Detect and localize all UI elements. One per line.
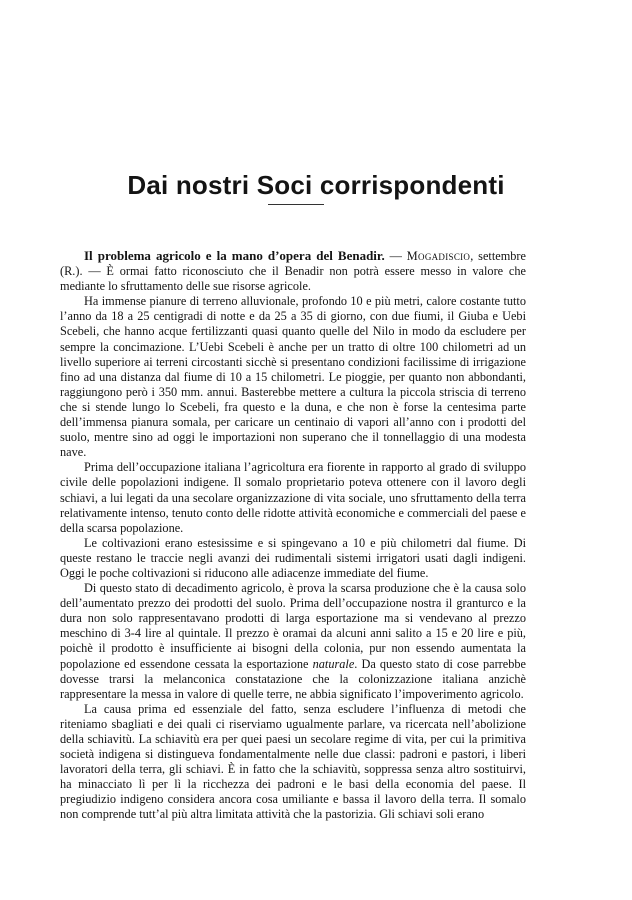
- paragraph-6: La causa prima ed essenziale del fatto, senza escludere l’influenza di metodi che riteniamo sbagliati e dei quali ci riserviamo ugualmente parlare, va ricercata nell’abolizione della schiavitù. La schiavitù era per quei paesi un secolare regime di vita, per cui la primitiva società indigena si distingueva fondamentalmente nelle due classi: padroni e pastori, i liberi lavoratori della terra, gli schiavi. È in fatto che la schiavitù, soppressa senza altro sostituirvi, ha minacciato lì per lì la ricchezza dei padroni e le basi della economia del paese. Il pregiudizio indigeno considera ancora cosa umiliante e bassa il lavoro della terra. Il somalo non comprende tutt’al più altra limitata attività che la pastorizia. Gli schiavi soli erano: [60, 701, 526, 822]
- paragraph-1: [60, 248, 526, 294]
- paragraph-5: [60, 581, 526, 702]
- article-heading: Il problema agricolo e la mano d’opera del Benadir.: [84, 248, 385, 263]
- paragraph-4: Le coltivazioni erano estesissime e si spingevano a 10 e più chilometri dal fiume. Di queste restano le traccie negli avanzi dei rudimentali sistemi irrigatori usati dagli indigeni. Oggi le poche coltivazioni si riducono alle adiacenze immediate del fiume.: [60, 535, 526, 580]
- paragraph-5-text-b: . Da questo stato di cose parrebbe dovesse trarsi la melanconica constatazione che la colonizzazione italiana anzichè rappresentare la messa in valore di quelle terre, ne abbia significato l’impoverimento agricolo.: [60, 656, 526, 701]
- page-title: Dai nostri Soci corrispondenti: [127, 170, 505, 200]
- paragraph-2: Ha immense pianure di terreno alluvionale, profondo 10 e più metri, calore costante tutto l’anno da 18 a 25 centigradi di notte e da 25 a 35 di giorno, con due fiumi, il Giuba e Uebi Scebeli, che hanno acque fertilizzanti quasi quanto quelle del Nilo in modo da escludere per sempre la concimazione. L’Uebi Scebeli è anche per un tratto di oltre 100 chilometri ad un livello superiore ai terreni circostanti sicchè si presentano condizioni facilissime di irrigazione fino ad una distanza dal fiume di 10 a 15 chilometri. Le pioggie, per quanto non abbondanti, raggiungono però i 350 mm. annui. Basterebbe mettere a cultura la piccola striscia di terreno che si stende lungo lo Scebeli, fra questo e la duna, e che non è forse la centesima parte dell’immensa pianura somala, per caricare un centinaio di vapori all’anno con i prodotti del suolo, mentre sino ad oggi le importazioni non superano che il tonnellaggio di una modesta nave.: [60, 294, 526, 460]
- title-divider: [268, 204, 324, 205]
- paragraph-5-text-a: Di questo stato di decadimento agricolo, è prova la scarsa produzione che è la causa solo dell’aumentato prezzo dei prodotti del suolo. Prima dell’occupazione nostra il granturco e la dura non solo rappresentavano prodotti di larga esportazione ma si vendevano al prezzo meschino di 3-4 lire al quintale. Il prezzo è oramai da alcuni anni salito a 15 e 20 lire e più, poichè il prodotto è insufficiente ai bisogni della colonia, pur non essendo aumentata la popolazione ed essendone cessata la esportazione: [60, 581, 526, 671]
- dateline-place: Mogadiscio: [406, 249, 471, 263]
- paragraph-3: Prima dell’occupazione italiana l’agricoltura era fiorente in rapporto al grado di sviluppo civile delle popolazioni indigene. Il somalo proprietario poteva ottenere con il lavoro degli schiavi, a lui legati da una secolare organizzazione di vita sociale, uno sfruttamento della terra relativamente intenso, tenuto conto delle ridotte attività economiche e commerciali del paese e della scarsa popolazione.: [60, 460, 526, 535]
- article-body: [60, 248, 526, 823]
- heading-dash: —: [384, 249, 407, 263]
- paragraph-5-emphasis: naturale: [312, 656, 355, 671]
- paragraph-1-text: , settembre (R.). — È ormai fatto riconosciuto che il Benadir non potrà essere messo in valore che mediante lo sfruttamento delle sue risorse agricole.: [60, 249, 526, 294]
